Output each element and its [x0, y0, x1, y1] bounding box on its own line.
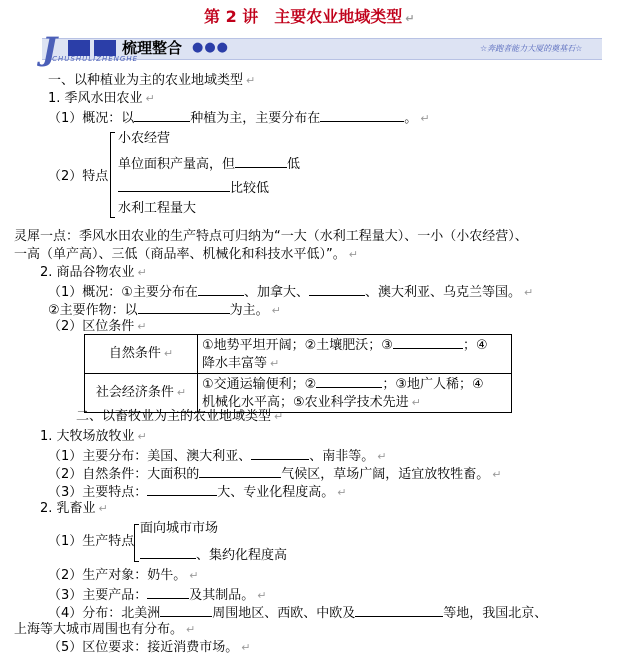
- brace: [134, 524, 139, 562]
- banner-block: [94, 40, 116, 56]
- section-banner: [42, 30, 602, 68]
- subsection-heading: 1. 大牧场放牧业 ↵: [40, 429, 147, 444]
- products-line: （3）主要产品： 及其制品。 ↵: [48, 585, 267, 605]
- subsection-heading: 2. 乳畜业 ↵: [40, 501, 108, 516]
- production-item: 、集约化程度高: [140, 545, 287, 565]
- answer-blank[interactable]: [147, 482, 217, 496]
- distribution-line: （1）主要分布：美国、澳大利亚、 、南非等。 ↵: [48, 446, 387, 466]
- production-label: （1）生产特点: [48, 534, 135, 549]
- answer-blank[interactable]: [320, 108, 404, 122]
- crop-line: ②主要作物：以 为主。 ↵: [48, 300, 281, 320]
- table-row: [85, 335, 512, 374]
- tip-line: 一高（单产高）、三低（商品率、机械化和科技水平低）”。 ↵: [14, 247, 358, 262]
- distribution-line: 上海等大城市周围也有分布。 ↵: [14, 622, 196, 637]
- paragraph-mark: ↵: [405, 12, 415, 25]
- feature-item: 比较低: [118, 178, 269, 198]
- banner-dots: ●●●: [192, 40, 230, 55]
- answer-blank[interactable]: [393, 335, 463, 349]
- answer-blank[interactable]: [316, 374, 382, 388]
- banner-letter: J: [42, 30, 58, 68]
- section-heading: 一、以种植业为主的农业地域类型 ↵: [48, 73, 256, 88]
- answer-blank[interactable]: [140, 545, 196, 559]
- table-cell-content: ①地势平坦开阔；②土壤肥沃；③ ；④ 降水丰富等 ↵: [198, 335, 512, 374]
- features-line: （3）主要特点： 大、专业化程度高。 ↵: [48, 482, 347, 502]
- overview-line: （1）概况：以 种植为主，主要分布在 。 ↵: [48, 108, 430, 128]
- tip-line: 灵犀一点：季风水田农业的生产特点可归纳为“一大（水利工程量大）、一小（小农经营）、: [14, 229, 528, 244]
- answer-blank[interactable]: [355, 603, 443, 617]
- overview-line: （1）概况：①主要分布在 、加拿大、 、澳大利亚、乌克兰等国。 ↵: [48, 282, 533, 302]
- subsection-heading: 1. 季风水田农业 ↵: [48, 91, 155, 106]
- brace: [110, 132, 115, 218]
- object-line: （2）生产对象：奶牛。 ↵: [48, 568, 199, 583]
- table-cell-label: 自然条件 ↵: [85, 335, 198, 374]
- answer-blank[interactable]: [138, 300, 230, 314]
- answer-blank[interactable]: [118, 178, 230, 192]
- banner-block: [68, 40, 90, 56]
- page-title: 第 2 讲 主要农业地域类型 ↵: [204, 7, 415, 26]
- location-heading: （2）区位条件 ↵: [48, 319, 147, 334]
- answer-blank[interactable]: [309, 282, 365, 296]
- section-heading: 二、以畜牧业为主的农业地域类型 ↵: [76, 409, 284, 424]
- table-row: [85, 374, 512, 413]
- location-line: （5）区位要求：接近消费市场。 ↵: [48, 640, 251, 655]
- answer-blank[interactable]: [235, 154, 287, 168]
- production-item: 面向城市市场: [140, 521, 219, 536]
- conditions-line: （2）自然条件：大面积的 气候区，草场广阔，适宜放牧牲畜。 ↵: [48, 464, 502, 484]
- location-table: [84, 334, 512, 413]
- table-cell-content: ①交通运输便利；② ；③地广人稀；④ 机械化水平高；⑤农业科学技术先进 ↵: [198, 374, 512, 413]
- answer-blank[interactable]: [160, 603, 212, 617]
- answer-blank[interactable]: [147, 585, 189, 599]
- subsection-heading: 2. 商品谷物农业 ↵: [40, 265, 147, 280]
- answer-blank[interactable]: [199, 464, 281, 478]
- banner-slogan: ☆奔跑者能力大厦的奠基石☆: [480, 44, 583, 53]
- feature-item: 水利工程量大: [118, 201, 197, 216]
- answer-blank[interactable]: [198, 282, 244, 296]
- distribution-line: （4）分布：北美洲 周围地区、西欧、中欧及 等地，我国北京、: [48, 603, 547, 623]
- answer-blank[interactable]: [251, 446, 309, 460]
- banner-pinyin: JICHUSHULIZHENGHE: [46, 55, 139, 63]
- feature-item: 小农经营: [118, 131, 171, 146]
- features-label: （2）特点: [48, 169, 109, 184]
- feature-item: 单位面积产量高，但 低: [118, 154, 300, 174]
- table-cell-label: 社会经济条件 ↵: [85, 374, 198, 413]
- answer-blank[interactable]: [134, 108, 190, 122]
- banner-heading: 梳理整合: [122, 39, 183, 57]
